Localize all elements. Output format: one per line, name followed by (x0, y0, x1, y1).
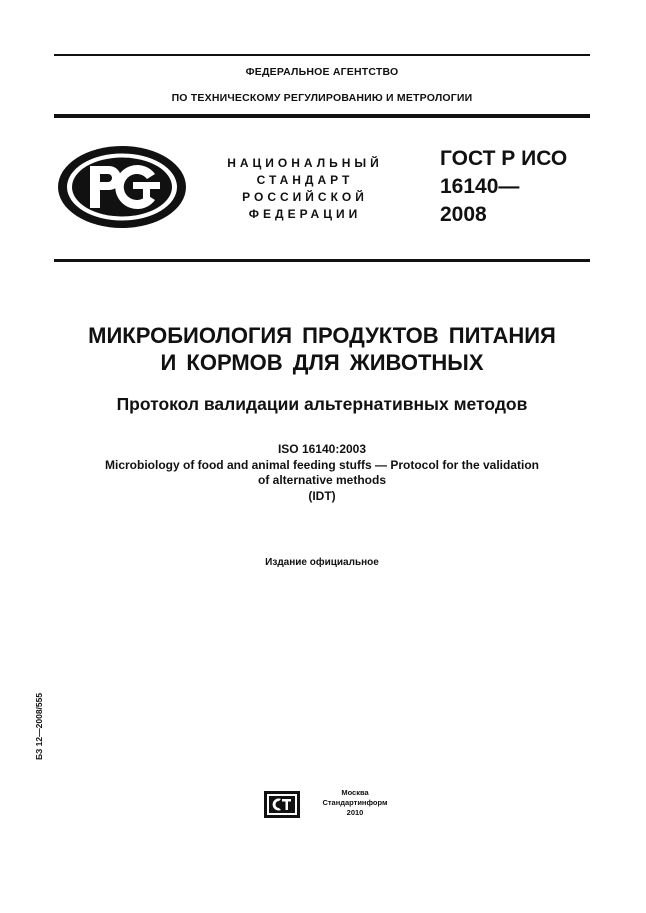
publisher-name: Стандартинформ (322, 798, 388, 807)
standard-code-line: 2008 (440, 203, 487, 226)
agency-name-line-1: ФЕДЕРАЛЬНОЕ АГЕНТСТВО (245, 66, 399, 78)
standard-type (200, 155, 410, 223)
iso-reference-block (54, 442, 590, 504)
document-subtitle: Протокол валидации альтернативных методов (116, 394, 528, 414)
standard-type-line: ФЕДЕРАЦИИ (248, 207, 362, 221)
header-divider (54, 114, 590, 118)
title-line: И КОРМОВ ДЛЯ ЖИВОТНЫХ (160, 350, 484, 375)
standard-code (440, 145, 567, 229)
standard-type-line: РОССИЙСКОЙ (242, 190, 368, 204)
top-rule (54, 54, 590, 56)
agency-name-line-2: ПО ТЕХНИЧЕСКОМУ РЕГУЛИРОВАНИЮ И МЕТРОЛОГИИ (171, 92, 473, 104)
edition-label: Издание официальное (265, 557, 379, 568)
standard-type-line: НАЦИОНАЛЬНЫЙ (227, 156, 383, 170)
document-title (54, 322, 590, 376)
standard-code-line: ГОСТ Р ИСО (440, 147, 568, 170)
standartinform-logo-icon (264, 791, 300, 818)
title-line: МИКРОБИОЛОГИЯ ПРОДУКТОВ ПИТАНИЯ (88, 323, 556, 348)
publisher-block (310, 788, 400, 818)
side-registration-code: БЗ 12—2008/555 (34, 692, 44, 760)
iso-title-line: Microbiology of food and animal feeding stuffs — Protocol for the validation (104, 457, 539, 472)
iso-number: ISO 16140:2003 (277, 442, 367, 456)
standard-type-line: СТАНДАРТ (256, 173, 354, 187)
iso-title-line: of alternative methods (257, 473, 387, 487)
standard-code-line: 16140— (440, 175, 520, 198)
idt-label: (IDT) (308, 488, 336, 503)
publication-year: 2010 (346, 808, 364, 817)
publisher-city: Москва (341, 788, 369, 797)
rostest-logo-icon (56, 144, 188, 230)
code-divider (54, 259, 590, 262)
